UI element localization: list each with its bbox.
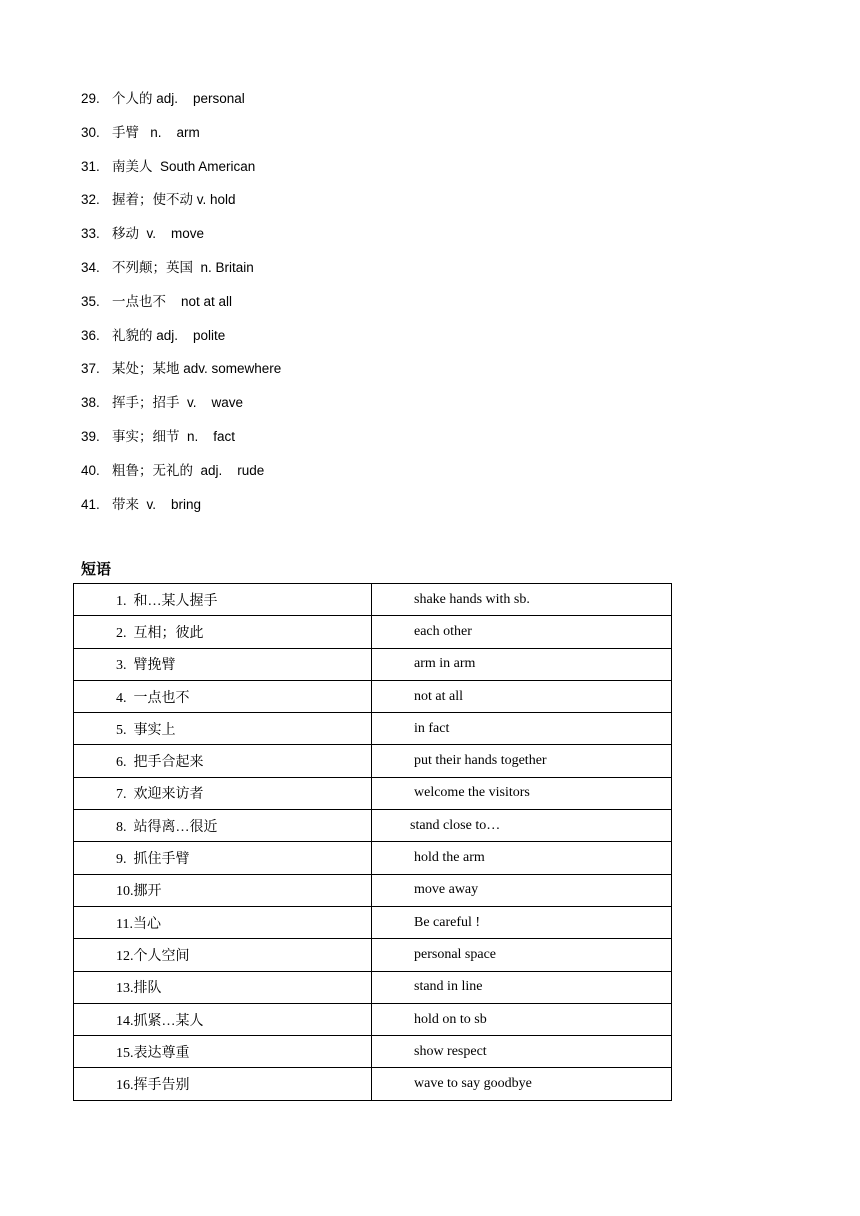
table-row — [74, 810, 672, 842]
table-row — [74, 648, 672, 680]
phrase-english: shake hands with sb. — [372, 584, 672, 616]
table-row — [74, 906, 672, 938]
phrases-table — [73, 583, 672, 1101]
table-row — [74, 874, 672, 906]
phrase-chinese: 12.个人空间 — [74, 939, 372, 971]
vocab-text: 礼貌的 adj. polite — [112, 327, 226, 343]
phrase-chinese: 9. 抓住手臂 — [74, 842, 372, 874]
vocab-number: 33. — [81, 226, 100, 242]
phrase-english: stand close to… — [372, 810, 672, 842]
table-row — [74, 939, 672, 971]
phrase-chinese: 15.表达尊重 — [74, 1036, 372, 1068]
phrase-english: each other — [372, 616, 672, 648]
vocab-number: 36. — [81, 327, 100, 343]
phrase-chinese: 6. 把手合起来 — [74, 745, 372, 777]
phrase-chinese: 8. 站得离…很近 — [74, 810, 372, 842]
table-row — [74, 584, 672, 616]
phrases-heading: 短语 — [81, 561, 112, 578]
table-row — [74, 971, 672, 1003]
phrase-english: put their hands together — [372, 745, 672, 777]
vocab-number: 38. — [81, 395, 100, 411]
phrase-chinese: 7. 欢迎来访者 — [74, 777, 372, 809]
phrase-chinese: 11.当心 — [74, 906, 372, 938]
vocab-text: 个人的 adj. personal — [112, 91, 245, 106]
vocab-item — [81, 223, 681, 257]
vocab-text: 粗鲁；无礼的 adj. rude — [112, 462, 265, 478]
phrase-english: in fact — [372, 713, 672, 745]
phrase-chinese: 3. 臂挽臂 — [74, 648, 372, 680]
phrase-chinese: 14.抓紧…某人 — [74, 1003, 372, 1035]
vocab-number: 40. — [81, 462, 100, 478]
phrase-chinese: 5. 事实上 — [74, 713, 372, 745]
vocab-number: 34. — [81, 259, 100, 275]
phrase-english: personal space — [372, 939, 672, 971]
table-row — [74, 777, 672, 809]
phrase-english: show respect — [372, 1036, 672, 1068]
phrase-chinese: 4. 一点也不 — [74, 680, 372, 712]
phrase-english: move away — [372, 874, 672, 906]
phrase-english: welcome the visitors — [372, 777, 672, 809]
vocab-number: 37. — [81, 361, 100, 377]
vocab-item — [81, 122, 681, 156]
phrase-chinese: 16.挥手告别 — [74, 1068, 372, 1100]
vocab-number: 30. — [81, 124, 100, 140]
phrase-english: hold the arm — [372, 842, 672, 874]
vocab-text: 一点也不 not at all — [112, 293, 233, 309]
table-row — [74, 745, 672, 777]
vocab-text: 挥手；招手 v. wave — [112, 395, 244, 411]
vocab-item — [81, 325, 681, 359]
vocab-text: 南美人 South American — [112, 158, 256, 174]
phrase-english: wave to say goodbye — [372, 1068, 672, 1100]
vocab-item — [81, 460, 681, 494]
phrase-english: Be careful ! — [372, 906, 672, 938]
phrase-chinese: 1. 和…某人握手 — [74, 584, 372, 616]
table-row — [74, 1068, 672, 1100]
phrase-chinese: 10.挪开 — [74, 874, 372, 906]
phrase-english: arm in arm — [372, 648, 672, 680]
vocab-item — [81, 494, 681, 528]
vocab-text: 某处；某地 adv. somewhere — [112, 361, 282, 377]
phrase-english: stand in line — [372, 971, 672, 1003]
phrase-chinese: 2. 互相；彼此 — [74, 616, 372, 648]
vocab-text: 手臂 n. arm — [112, 124, 200, 140]
vocab-text: 带来 v. bring — [112, 496, 202, 512]
table-row — [74, 1003, 672, 1035]
table-row — [74, 616, 672, 648]
table-row — [74, 680, 672, 712]
vocab-number: 39. — [81, 428, 100, 444]
vocab-number: 32. — [81, 192, 100, 208]
table-row — [74, 713, 672, 745]
phrase-english: hold on to sb — [372, 1003, 672, 1035]
vocab-item — [81, 392, 681, 426]
vocab-number: 41. — [81, 496, 100, 512]
vocab-item — [81, 358, 681, 392]
phrase-chinese: 13.排队 — [74, 971, 372, 1003]
vocab-item — [81, 426, 681, 460]
vocab-text: 不列颠；英国 n. Britain — [112, 259, 254, 275]
vocab-text: 握着；使不动 v. hold — [112, 192, 236, 208]
table-row — [74, 1036, 672, 1068]
table-row — [74, 842, 672, 874]
vocab-number: 31. — [81, 158, 100, 174]
vocab-item — [81, 189, 681, 223]
vocab-item — [81, 88, 681, 122]
vocab-item — [81, 257, 681, 291]
phrase-english: not at all — [372, 680, 672, 712]
vocabulary-list — [81, 88, 681, 527]
vocab-text: 事实；细节 n. fact — [112, 428, 236, 444]
vocab-number: 35. — [81, 293, 100, 309]
vocab-item — [81, 156, 681, 190]
vocab-item — [81, 291, 681, 325]
vocab-text: 移动 v. move — [112, 226, 205, 242]
vocab-number: 29. — [81, 91, 100, 106]
